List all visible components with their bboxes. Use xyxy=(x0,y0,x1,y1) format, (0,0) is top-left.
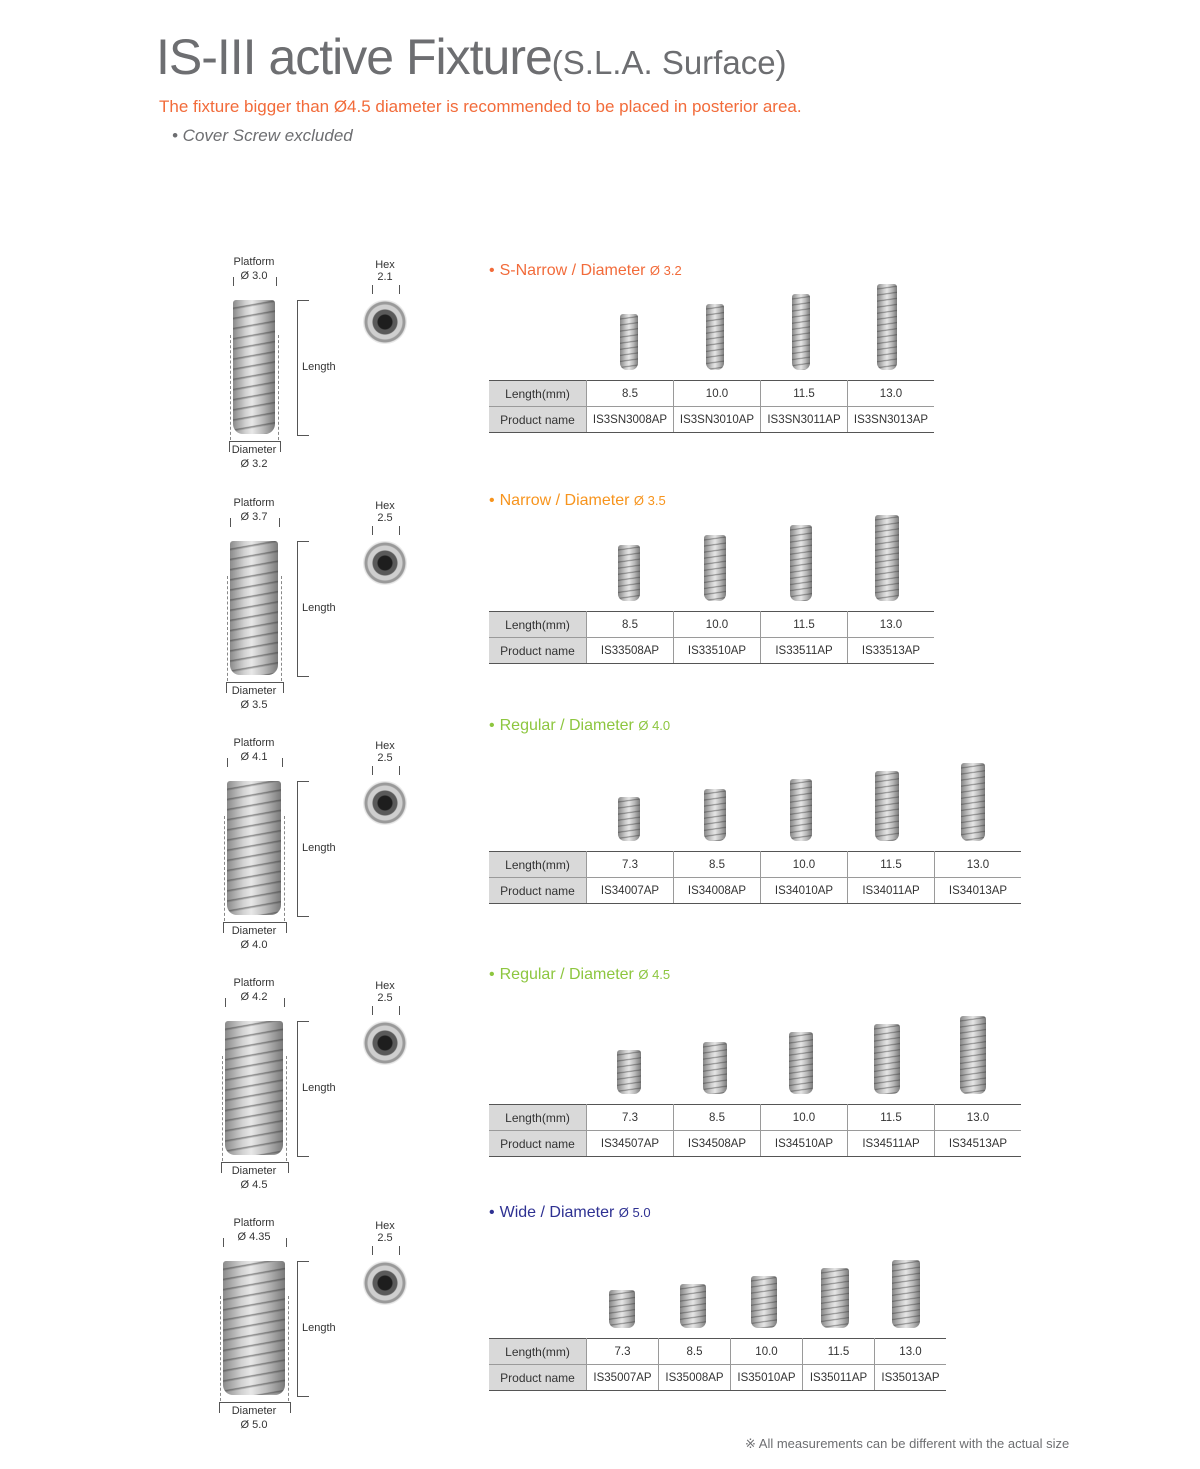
diameter-guide-line xyxy=(278,335,279,440)
product-cell: IS34507AP xyxy=(587,1131,674,1157)
length-cell: 11.5 xyxy=(848,1105,935,1131)
length-cell: 10.0 xyxy=(761,1105,848,1131)
length-cell: 7.3 xyxy=(587,1105,674,1131)
platform-value: Ø 3.7 xyxy=(240,511,268,523)
hex-bracket xyxy=(372,285,400,294)
length-cell: 10.0 xyxy=(674,381,761,407)
platform-value: Ø 4.35 xyxy=(237,1231,271,1243)
length-cell: 8.5 xyxy=(659,1339,731,1365)
diameter-label xyxy=(214,684,294,712)
hex-connection-image xyxy=(363,1261,407,1305)
hex-label xyxy=(355,1219,415,1245)
heading-text: Wide / Diameter xyxy=(499,1204,615,1221)
fixture-thumbnail xyxy=(618,545,640,601)
product-cell: IS35010AP xyxy=(731,1365,803,1391)
hex-bracket xyxy=(372,1246,400,1255)
length-cell: 10.0 xyxy=(731,1339,803,1365)
hex-bracket xyxy=(372,766,400,775)
length-label: Length xyxy=(302,602,336,614)
diameter-guide-line xyxy=(220,1296,221,1401)
product-cell: IS3SN3008AP xyxy=(587,407,674,433)
product-cell: IS34013AP xyxy=(935,878,1022,904)
length-cell: 13.0 xyxy=(848,612,935,638)
product-cell: IS34011AP xyxy=(848,878,935,904)
hex-caption: Hex xyxy=(375,740,395,752)
product-cell: IS3SN3010AP xyxy=(674,407,761,433)
section-heading xyxy=(489,966,670,984)
product-cell: IS33510AP xyxy=(674,638,761,664)
section-heading xyxy=(489,1204,651,1222)
platform-value: Ø 3.0 xyxy=(240,270,268,282)
platform-caption: Platform xyxy=(233,1217,275,1229)
diameter-label xyxy=(214,924,294,952)
fixture-thumbnail xyxy=(618,797,640,841)
product-cell: IS34508AP xyxy=(674,1131,761,1157)
length-row-header: Length(mm) xyxy=(489,1339,587,1365)
spec-table xyxy=(489,851,1021,904)
length-cell: 8.5 xyxy=(587,381,674,407)
platform-value: Ø 4.1 xyxy=(240,751,268,763)
length-cell: 11.5 xyxy=(761,381,848,407)
fixture-thumbnail xyxy=(620,314,638,370)
hex-connection-image xyxy=(363,541,407,585)
length-label: Length xyxy=(302,1082,336,1094)
heading-text: Narrow / Diameter xyxy=(499,492,630,509)
diameter-caption: Diameter xyxy=(231,1165,277,1177)
hex-label xyxy=(355,499,415,525)
heading-diameter: Ø 3.5 xyxy=(633,493,666,508)
fixture-thumbnail xyxy=(875,515,899,601)
fixture-thumbnail xyxy=(706,304,724,370)
product-cell: IS34007AP xyxy=(587,878,674,904)
product-cell: IS35007AP xyxy=(587,1365,659,1391)
product-cell: IS35011AP xyxy=(803,1365,875,1391)
spec-table xyxy=(489,1104,1021,1157)
product-cell: IS3SN3013AP xyxy=(848,407,935,433)
product-row-header: Product name xyxy=(489,638,587,664)
diameter-caption: Diameter xyxy=(231,444,277,456)
length-label: Length xyxy=(302,361,336,373)
product-cell: IS3SN3011AP xyxy=(761,407,848,433)
product-cell: IS34513AP xyxy=(935,1131,1022,1157)
length-cell: 11.5 xyxy=(803,1339,875,1365)
fixture-thumbnail xyxy=(790,779,812,841)
diameter-guide-line xyxy=(288,1296,289,1401)
bullet-icon: • xyxy=(489,262,495,279)
fixture-thumbnail xyxy=(704,789,726,841)
product-cell: IS34008AP xyxy=(674,878,761,904)
section-heading xyxy=(489,492,666,510)
platform-bracket xyxy=(223,1238,287,1247)
length-label: Length xyxy=(302,842,336,854)
product-cell: IS34511AP xyxy=(848,1131,935,1157)
diameter-label xyxy=(214,1404,294,1432)
length-label: Length xyxy=(302,1322,336,1334)
platform-value: Ø 4.2 xyxy=(240,991,268,1003)
product-row xyxy=(489,1131,1021,1157)
diameter-label xyxy=(214,443,294,471)
hex-label xyxy=(355,258,415,284)
fixture-thumbnail xyxy=(892,1260,920,1328)
length-cell: 8.5 xyxy=(674,852,761,878)
heading-diameter: Ø 4.5 xyxy=(638,967,671,982)
length-row xyxy=(489,852,1021,878)
hex-value: 2.1 xyxy=(377,271,393,283)
length-cell: 13.0 xyxy=(848,381,935,407)
length-row-header: Length(mm) xyxy=(489,1105,587,1131)
hex-caption: Hex xyxy=(375,980,395,992)
fixture-image xyxy=(230,541,278,675)
length-row-header: Length(mm) xyxy=(489,852,587,878)
platform-bracket xyxy=(233,277,277,286)
product-row-header: Product name xyxy=(489,878,587,904)
bullet-icon: • xyxy=(489,717,495,734)
length-cell: 10.0 xyxy=(761,852,848,878)
platform-caption: Platform xyxy=(233,256,275,268)
hex-bracket xyxy=(372,1006,400,1015)
hex-value: 2.5 xyxy=(377,512,393,524)
product-cell: IS33513AP xyxy=(848,638,935,664)
fixture-thumbnail xyxy=(961,763,985,841)
diameter-guide-line xyxy=(284,816,285,921)
hex-caption: Hex xyxy=(375,500,395,512)
fixture-thumbnail xyxy=(877,284,897,370)
heading-diameter: Ø 5.0 xyxy=(618,1205,651,1220)
fixture-image xyxy=(225,1021,283,1155)
length-cell: 8.5 xyxy=(587,612,674,638)
hex-caption: Hex xyxy=(375,1220,395,1232)
spec-table xyxy=(489,380,934,433)
fixture-image xyxy=(227,781,281,915)
hex-bracket xyxy=(372,526,400,535)
fixture-thumbnail xyxy=(874,1024,900,1094)
platform-bracket xyxy=(230,518,280,527)
diameter-value: Ø 5.0 xyxy=(240,1419,268,1431)
platform-bracket xyxy=(227,758,283,767)
heading-diameter: Ø 4.0 xyxy=(638,718,671,733)
heading-text: Regular / Diameter xyxy=(499,966,634,983)
diameter-value: Ø 4.5 xyxy=(240,1179,268,1191)
page-title: IS-III active Fixture(S.L.A. Surface) xyxy=(156,29,787,85)
hex-label xyxy=(355,739,415,765)
length-row xyxy=(489,1339,946,1365)
cover-screw-note: • Cover Screw excluded xyxy=(172,126,353,145)
diameter-value: Ø 3.2 xyxy=(240,458,268,470)
hex-caption: Hex xyxy=(375,259,395,271)
hex-value: 2.5 xyxy=(377,1232,393,1244)
length-cell: 11.5 xyxy=(761,612,848,638)
fixture-thumbnail xyxy=(609,1290,635,1328)
heading-text: Regular / Diameter xyxy=(499,717,634,734)
diameter-guide-line xyxy=(286,1056,287,1161)
fixture-thumbnail xyxy=(680,1284,706,1328)
length-cell: 8.5 xyxy=(674,1105,761,1131)
diameter-value: Ø 3.5 xyxy=(240,699,268,711)
heading-text: S-Narrow / Diameter xyxy=(499,262,646,279)
bullet-icon: • xyxy=(489,966,495,983)
product-row xyxy=(489,1365,946,1391)
measurement-disclaimer: ※ All measurements can be different with the actual size xyxy=(745,1436,1070,1451)
product-row xyxy=(489,407,934,433)
length-row xyxy=(489,381,934,407)
diameter-guide-line xyxy=(222,1056,223,1161)
product-cell: IS35008AP xyxy=(659,1365,731,1391)
diameter-caption: Diameter xyxy=(231,925,277,937)
length-row-header: Length(mm) xyxy=(489,612,587,638)
platform-bracket xyxy=(225,998,285,1007)
diameter-caption: Diameter xyxy=(231,1405,277,1417)
length-row xyxy=(489,612,934,638)
section-heading xyxy=(489,262,682,280)
product-cell: IS34010AP xyxy=(761,878,848,904)
product-row xyxy=(489,878,1021,904)
fixture-thumbnail xyxy=(821,1268,849,1328)
product-cell: IS33508AP xyxy=(587,638,674,664)
diameter-guide-line xyxy=(230,335,231,440)
diameter-label xyxy=(214,1164,294,1192)
bullet-icon: • xyxy=(489,1204,495,1221)
product-cell: IS35013AP xyxy=(875,1365,947,1391)
length-row xyxy=(489,1105,1021,1131)
hex-connection-image xyxy=(363,300,407,344)
length-cell: 11.5 xyxy=(848,852,935,878)
length-cell: 13.0 xyxy=(935,852,1022,878)
hex-connection-image xyxy=(363,1021,407,1065)
diameter-caption: Diameter xyxy=(231,685,277,697)
product-row-header: Product name xyxy=(489,1365,587,1391)
hex-value: 2.5 xyxy=(377,992,393,1004)
bullet-icon: • xyxy=(489,492,495,509)
hex-label xyxy=(355,979,415,1005)
diameter-guide-line xyxy=(281,576,282,681)
product-row-header: Product name xyxy=(489,407,587,433)
fixture-thumbnail xyxy=(875,771,899,841)
platform-caption: Platform xyxy=(233,497,275,509)
length-cell: 7.3 xyxy=(587,1339,659,1365)
diameter-value: Ø 4.0 xyxy=(240,939,268,951)
fixture-image xyxy=(233,300,275,434)
fixture-thumbnail xyxy=(704,535,726,601)
spec-table xyxy=(489,611,934,664)
fixture-thumbnail xyxy=(617,1050,641,1094)
fixture-thumbnail xyxy=(751,1276,777,1328)
product-cell: IS34510AP xyxy=(761,1131,848,1157)
recommendation-note: The fixture bigger than Ø4.5 diameter is recommended to be placed in posterior area. xyxy=(159,97,802,116)
diameter-guide-line xyxy=(224,816,225,921)
length-cell: 10.0 xyxy=(674,612,761,638)
hex-connection-image xyxy=(363,781,407,825)
product-cell: IS33511AP xyxy=(761,638,848,664)
fixture-image xyxy=(223,1261,285,1395)
hex-value: 2.5 xyxy=(377,752,393,764)
fixture-thumbnail xyxy=(960,1016,986,1094)
length-cell: 13.0 xyxy=(875,1339,947,1365)
fixture-thumbnail xyxy=(789,1032,813,1094)
heading-diameter: Ø 3.2 xyxy=(649,263,682,278)
section-heading xyxy=(489,717,670,735)
fixture-thumbnail xyxy=(790,525,812,601)
product-row xyxy=(489,638,934,664)
length-row-header: Length(mm) xyxy=(489,381,587,407)
fixture-thumbnail xyxy=(792,294,810,370)
spec-table xyxy=(489,1338,946,1391)
length-cell: 7.3 xyxy=(587,852,674,878)
product-row-header: Product name xyxy=(489,1131,587,1157)
length-cell: 13.0 xyxy=(935,1105,1022,1131)
platform-caption: Platform xyxy=(233,737,275,749)
platform-caption: Platform xyxy=(233,977,275,989)
fixture-thumbnail xyxy=(703,1042,727,1094)
diameter-guide-line xyxy=(227,576,228,681)
